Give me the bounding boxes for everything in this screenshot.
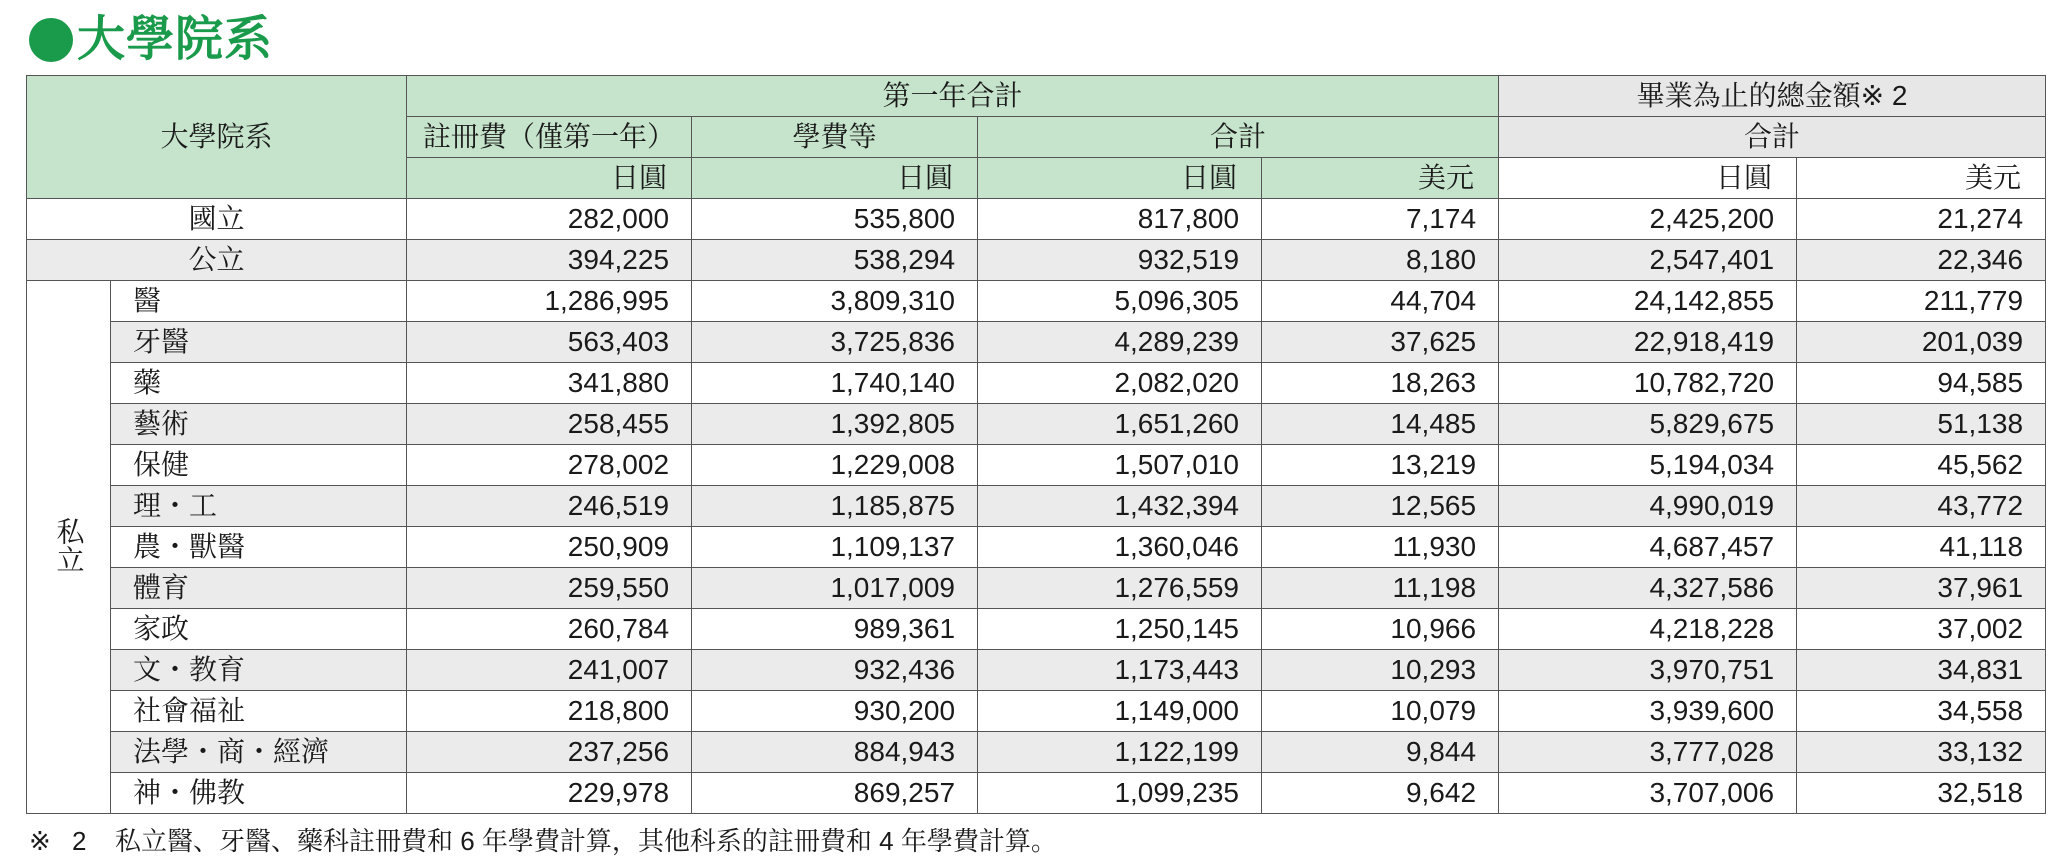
page-title-text: 大學院系 (77, 13, 274, 66)
first-year-total-yen-cell: 1,651,260 (978, 404, 1262, 445)
graduation-total-yen-cell: 2,547,401 (1499, 240, 1797, 281)
graduation-total-yen-cell: 4,218,228 (1499, 609, 1797, 650)
footnote-text: 私立醫、牙醫、藥科註冊費和 6 年學費計算，其他科系的註冊費和 4 年學費計算。 (115, 826, 1057, 856)
row-name: 社會福祉 (111, 691, 407, 732)
graduation-total-yen-cell: 4,687,457 (1499, 527, 1797, 568)
row-name: 藥 (111, 363, 407, 404)
first-year-total-usd-cell: 13,219 (1262, 445, 1499, 486)
table-row (27, 363, 2046, 404)
unit-header: 日圓 (978, 158, 1262, 199)
tuition-cell: 1,229,008 (692, 445, 978, 486)
registration-fee-cell: 278,002 (407, 445, 692, 486)
table-row (27, 281, 2046, 322)
registration-fee-cell: 563,403 (407, 322, 692, 363)
registration-fee-cell: 282,000 (407, 199, 692, 240)
unit-header: 日圓 (407, 158, 692, 199)
graduation-total-usd-cell: 201,039 (1797, 322, 2046, 363)
registration-fee-cell: 260,784 (407, 609, 692, 650)
first-year-total-yen-cell: 1,122,199 (978, 732, 1262, 773)
graduation-total-usd-cell: 37,961 (1797, 568, 2046, 609)
first-year-total-usd-cell: 10,966 (1262, 609, 1499, 650)
row-name: 公立 (27, 240, 407, 281)
graduation-total-yen-cell: 4,327,586 (1499, 568, 1797, 609)
bullet-circle-icon (29, 18, 73, 62)
graduation-total-usd-cell: 33,132 (1797, 732, 2046, 773)
row-name: 藝術 (111, 404, 407, 445)
row-name: 醫 (111, 281, 407, 322)
first-year-total-usd-cell: 11,198 (1262, 568, 1499, 609)
table-row (27, 609, 2046, 650)
table-row (27, 199, 2046, 240)
first-year-total-yen-cell: 5,096,305 (978, 281, 1262, 322)
tuition-cell: 535,800 (692, 199, 978, 240)
row-name: 家政 (111, 609, 407, 650)
registration-fee-cell: 241,007 (407, 650, 692, 691)
graduation-total-usd-cell: 45,562 (1797, 445, 2046, 486)
registration-fee-cell: 218,800 (407, 691, 692, 732)
graduation-total-usd-cell: 34,558 (1797, 691, 2046, 732)
first-year-total-usd-cell: 7,174 (1262, 199, 1499, 240)
private-group-label: 私立 (53, 516, 85, 573)
unit-header: 日圓 (692, 158, 978, 199)
row-name: 體育 (111, 568, 407, 609)
tuition-cell: 869,257 (692, 773, 978, 814)
graduation-total-usd-cell: 94,585 (1797, 363, 2046, 404)
first-year-total-yen-cell: 1,149,000 (978, 691, 1262, 732)
graduation-total-yen-cell: 3,939,600 (1499, 691, 1797, 732)
graduation-total-yen-cell: 5,194,034 (1499, 445, 1797, 486)
graduation-total-usd-cell: 32,518 (1797, 773, 2046, 814)
row-name: 理・工 (111, 486, 407, 527)
first-year-total-yen-cell: 1,173,443 (978, 650, 1262, 691)
registration-fee-cell: 258,455 (407, 404, 692, 445)
table-row (27, 650, 2046, 691)
graduation-total-yen-cell: 22,918,419 (1499, 322, 1797, 363)
first-year-total-usd-cell: 18,263 (1262, 363, 1499, 404)
table-row (27, 240, 2046, 281)
graduation-total-header: 畢業為止的總金額※ 2 (1499, 76, 2046, 117)
first-year-total-yen-cell: 817,800 (978, 199, 1262, 240)
table-row (27, 486, 2046, 527)
graduation-total-usd-cell: 41,118 (1797, 527, 2046, 568)
first-year-total-usd-cell: 10,293 (1262, 650, 1499, 691)
row-name: 神・佛教 (111, 773, 407, 814)
category-header: 大學院系 (27, 76, 407, 199)
registration-fee-cell: 1,286,995 (407, 281, 692, 322)
tuition-cell: 1,017,009 (692, 568, 978, 609)
graduation-total-usd-cell: 43,772 (1797, 486, 2046, 527)
graduation-total-usd-cell: 21,274 (1797, 199, 2046, 240)
graduation-total-yen-cell: 10,782,720 (1499, 363, 1797, 404)
registration-fee-cell: 394,225 (407, 240, 692, 281)
first-year-total-yen-cell: 1,250,145 (978, 609, 1262, 650)
graduation-total-yen-cell: 3,707,006 (1499, 773, 1797, 814)
graduation-total-yen-cell: 3,777,028 (1499, 732, 1797, 773)
table-row (27, 568, 2046, 609)
tuition-cell: 1,740,140 (692, 363, 978, 404)
graduation-total-yen-cell: 2,425,200 (1499, 199, 1797, 240)
unit-header: 日圓 (1499, 158, 1797, 199)
first-year-total-header: 合計 (978, 117, 1499, 158)
registration-fee-cell: 259,550 (407, 568, 692, 609)
first-year-total-usd-cell: 9,642 (1262, 773, 1499, 814)
tuition-cell: 1,185,875 (692, 486, 978, 527)
graduation-total-usd-cell: 51,138 (1797, 404, 2046, 445)
first-year-total-yen-cell: 1,432,394 (978, 486, 1262, 527)
graduation-total-yen-cell: 24,142,855 (1499, 281, 1797, 322)
table-row (27, 322, 2046, 363)
graduation-total-yen-cell: 5,829,675 (1499, 404, 1797, 445)
tuition-cell: 538,294 (692, 240, 978, 281)
first-year-total-yen-cell: 1,507,010 (978, 445, 1262, 486)
table-row (27, 445, 2046, 486)
tuition-header: 學費等 (692, 117, 978, 158)
first-year-total-usd-cell: 8,180 (1262, 240, 1499, 281)
graduation-total-yen-cell: 3,970,751 (1499, 650, 1797, 691)
table-body (27, 199, 2046, 814)
table-row (27, 691, 2046, 732)
tuition-cell: 1,392,805 (692, 404, 978, 445)
private-group-cell (27, 281, 111, 814)
tuition-cell: 932,436 (692, 650, 978, 691)
registration-fee-cell: 341,880 (407, 363, 692, 404)
first-year-total-yen-cell: 1,360,046 (978, 527, 1262, 568)
tuition-cell: 989,361 (692, 609, 978, 650)
first-year-total-usd-cell: 12,565 (1262, 486, 1499, 527)
first-year-total-yen-cell: 4,289,239 (978, 322, 1262, 363)
page-title (29, 14, 273, 66)
table-row (27, 527, 2046, 568)
tuition-cell: 3,725,836 (692, 322, 978, 363)
tuition-cell: 1,109,137 (692, 527, 978, 568)
tuition-cell: 3,809,310 (692, 281, 978, 322)
tuition-cell: 930,200 (692, 691, 978, 732)
first-year-total-usd-cell: 9,844 (1262, 732, 1499, 773)
tuition-table (26, 75, 2046, 814)
first-year-total-usd-cell: 14,485 (1262, 404, 1499, 445)
registration-fee-cell: 237,256 (407, 732, 692, 773)
first-year-total-yen-cell: 1,099,235 (978, 773, 1262, 814)
graduation-total-usd-cell: 37,002 (1797, 609, 2046, 650)
graduation-total-usd-cell: 34,831 (1797, 650, 2046, 691)
first-year-total-usd-cell: 11,930 (1262, 527, 1499, 568)
footnote-marker: ※ 2 (29, 826, 87, 856)
row-name: 文・教育 (111, 650, 407, 691)
row-name: 農・獸醫 (111, 527, 407, 568)
first-year-total-usd-cell: 10,079 (1262, 691, 1499, 732)
table-header (27, 76, 2046, 199)
first-year-total-yen-cell: 2,082,020 (978, 363, 1262, 404)
footnote (29, 826, 1057, 856)
registration-fee-cell: 246,519 (407, 486, 692, 527)
graduation-total-yen-cell: 4,990,019 (1499, 486, 1797, 527)
table-row (27, 773, 2046, 814)
first-year-total-usd-cell: 44,704 (1262, 281, 1499, 322)
table-row (27, 732, 2046, 773)
first-year-header: 第一年合計 (407, 76, 1499, 117)
first-year-total-usd-cell: 37,625 (1262, 322, 1499, 363)
unit-header: 美元 (1262, 158, 1499, 199)
row-name: 法學・商・經濟 (111, 732, 407, 773)
first-year-total-yen-cell: 932,519 (978, 240, 1262, 281)
first-year-total-yen-cell: 1,276,559 (978, 568, 1262, 609)
graduation-subtotal-header: 合計 (1499, 117, 2046, 158)
row-name: 國立 (27, 199, 407, 240)
registration-fee-header: 註冊費（僅第一年） (407, 117, 692, 158)
tuition-cell: 884,943 (692, 732, 978, 773)
registration-fee-cell: 229,978 (407, 773, 692, 814)
row-name: 保健 (111, 445, 407, 486)
header-row (27, 76, 2046, 117)
unit-header: 美元 (1797, 158, 2046, 199)
table-row (27, 404, 2046, 445)
graduation-total-usd-cell: 22,346 (1797, 240, 2046, 281)
registration-fee-cell: 250,909 (407, 527, 692, 568)
row-name: 牙醫 (111, 322, 407, 363)
graduation-total-usd-cell: 211,779 (1797, 281, 2046, 322)
